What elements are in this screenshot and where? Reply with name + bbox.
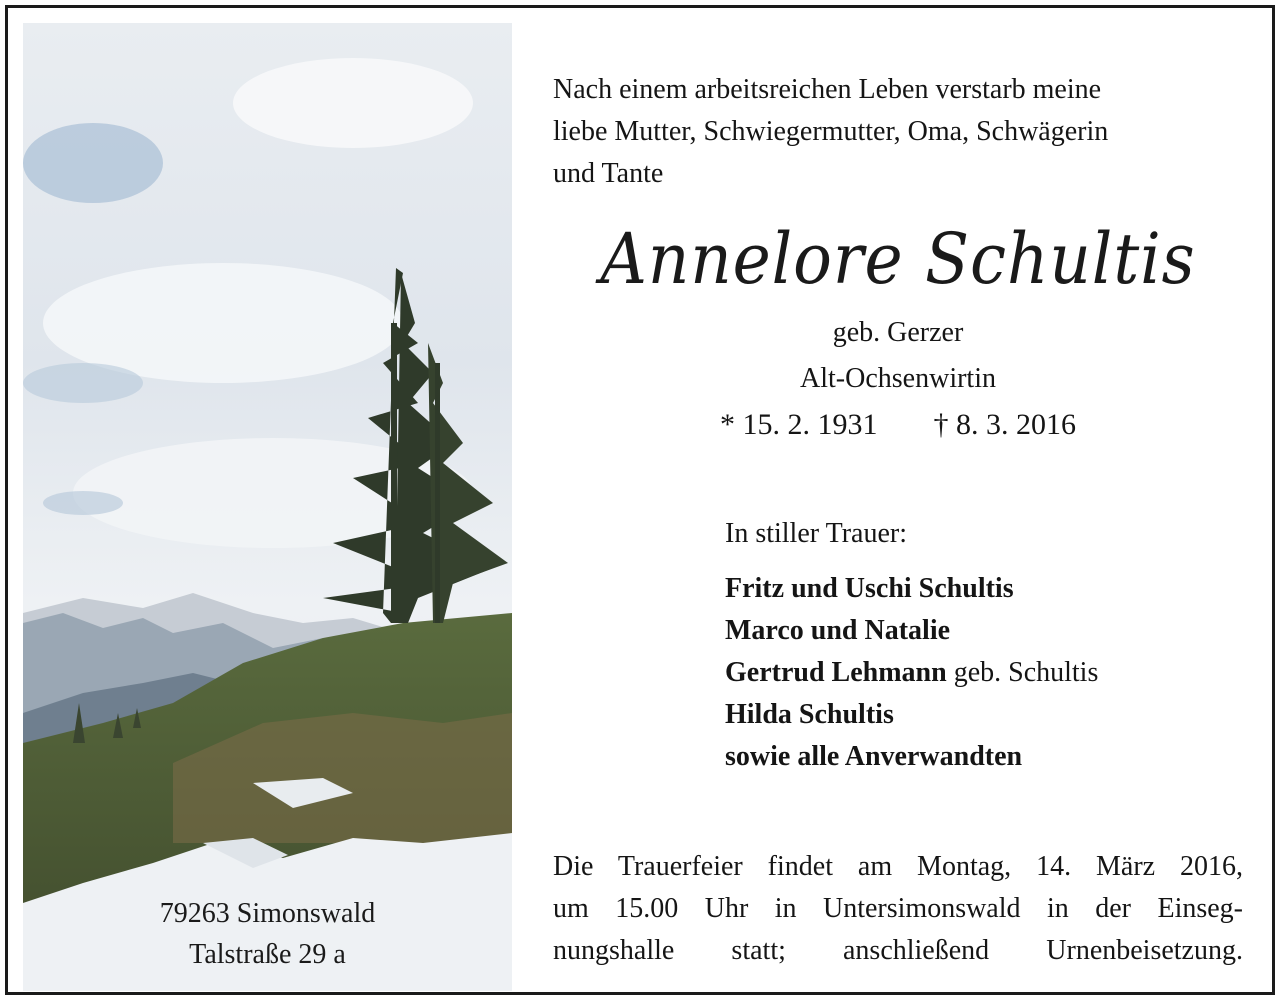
death-date: † 8. 3. 2016 xyxy=(933,408,1076,441)
birth-date: * 15. 2. 1931 xyxy=(720,408,878,441)
landscape-photo xyxy=(23,23,512,991)
mourner-list xyxy=(725,568,1098,778)
born-name: geb. Gerzer xyxy=(832,317,964,348)
mourner: sowie alle Anverwandten xyxy=(725,741,1023,772)
mourning-heading: In stiller Trauer: xyxy=(725,518,907,549)
funeral-notice xyxy=(553,846,1243,972)
mourner: Fritz und Uschi Schultis xyxy=(725,573,1014,604)
occupation: Alt-Ochsenwirtin xyxy=(800,363,996,394)
funeral-line: Die Trauerfeier findet am Montag, 14. März 2016, xyxy=(553,851,1243,882)
deceased-name: Annelore Schultis xyxy=(600,218,1196,300)
life-dates xyxy=(553,408,1243,442)
address-line1: 79263 Simonswald xyxy=(159,898,376,929)
mourner: Marco und Natalie xyxy=(725,615,951,646)
mourner: Hilda Schultis xyxy=(725,699,894,730)
obituary-frame xyxy=(5,5,1275,995)
address-line2: Talstraße 29 a xyxy=(189,939,346,970)
intro-line: Nach einem arbeitsreichen Leben verstarb meine xyxy=(553,74,1102,105)
mourner: Gertrud Lehmann geb. Schultis xyxy=(725,657,1099,688)
funeral-line: nungshalle statt; anschließend Urnenbeisetzung. xyxy=(553,935,1243,966)
intro-line: liebe Mutter, Schwiegermutter, Oma, Schwägerin xyxy=(553,116,1109,147)
intro-line: und Tante xyxy=(553,158,664,189)
funeral-line: um 15.00 Uhr in Untersimonswald in der Einseg- xyxy=(553,893,1243,924)
intro-text xyxy=(553,69,1243,195)
